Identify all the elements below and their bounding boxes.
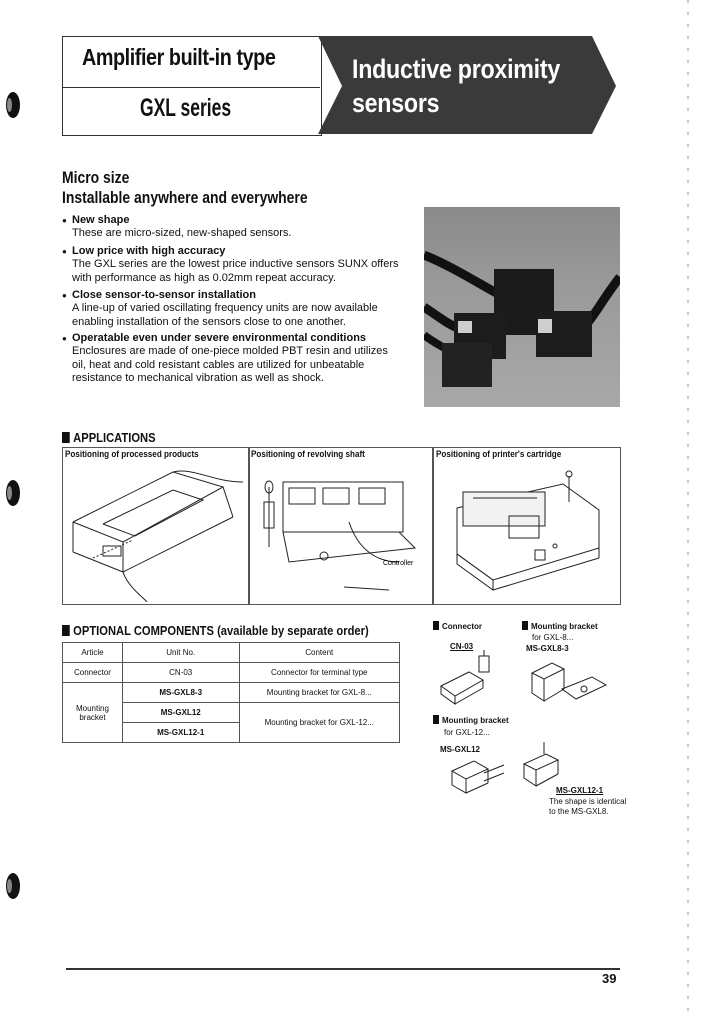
optional-components-table — [62, 642, 400, 743]
bracket8-drawing — [522, 655, 612, 710]
bracket12-drawing — [444, 755, 514, 800]
header-category-line2: sensors — [352, 88, 440, 118]
feature-4-text: Enclosures are made of one-piece molded PBT resin and utilizes oil, heat and cold resistant cables are utilized for unbeatable resistance to mechanical vibration as well as shock. — [72, 345, 388, 385]
feature-3-title: ● Close sensor-to-sensor installation — [62, 289, 402, 302]
feature-2-title: ● Low price with high accuracy — [62, 245, 402, 258]
header-series: GXL series — [140, 94, 232, 122]
side-bracket8-for: for GXL-8... — [532, 633, 574, 642]
application-caption-2: Positioning of revolving shaft — [251, 449, 365, 459]
product-photo — [424, 207, 620, 407]
cell-unit: CN-03 — [122, 663, 239, 683]
feature-4 — [62, 332, 402, 386]
cell-unit: MS-GXL8-3 — [122, 683, 239, 703]
bracket12-1-drawing — [518, 740, 588, 790]
feature-4-title: ● Operatable even under severe environmental conditions — [62, 332, 402, 345]
printer-illustration — [433, 462, 618, 602]
cell-article: Mounting bracket — [63, 683, 123, 743]
header-title: Amplifier built-in type — [82, 44, 276, 70]
side-bracket8-title — [522, 621, 598, 631]
header-category-line1: Inductive proximity — [352, 54, 560, 84]
revolving-shaft-illustration — [249, 462, 431, 602]
binder-hole-bottom — [6, 873, 20, 899]
feature-3 — [62, 289, 402, 329]
feature-2 — [62, 245, 402, 285]
side-bracket12-title — [433, 715, 509, 725]
header-unit: Unit No. — [122, 643, 239, 663]
side-bracket12-part: MS-GXL12 — [440, 745, 481, 754]
side-connector-title — [433, 621, 482, 631]
table-header-row — [63, 643, 400, 663]
side-connector-part: CN-03 — [450, 642, 474, 651]
page-number: 39 — [602, 971, 617, 986]
side-bracket12-title-text: Mounting bracket — [442, 716, 509, 725]
cell-content: Mounting bracket for GXL-12... — [239, 703, 399, 743]
side-bracket12-for: for GXL-12... — [444, 728, 490, 737]
cell-content: Mounting bracket for GXL-8... — [239, 683, 399, 703]
feature-1-title: ● New shape — [62, 214, 402, 227]
applications-heading-text: APPLICATIONS — [73, 430, 156, 445]
applications-heading — [62, 430, 156, 445]
page-edge-marks — [686, 0, 690, 1012]
header-article: Article — [63, 643, 123, 663]
header-content: Content — [239, 643, 399, 663]
side-bracket12-1-part: MS-GXL12-1 — [556, 786, 604, 795]
binder-hole-middle — [6, 480, 20, 506]
header-category — [352, 52, 560, 120]
cell-unit: MS-GXL12 — [122, 703, 239, 723]
connector-drawing — [433, 650, 503, 710]
conveyor-illustration — [63, 462, 247, 602]
footer-rule — [66, 968, 620, 970]
side-connector-title-text: Connector — [442, 622, 482, 631]
side-bracket8-part: MS-GXL8-3 — [526, 644, 569, 653]
cell-content: Connector for terminal type — [239, 663, 399, 683]
shaft-controller-label: Controller — [383, 560, 414, 567]
side-bracket8-title-text: Mounting bracket — [531, 622, 598, 631]
side-note-line1: The shape is identical — [549, 797, 627, 806]
optional-heading — [62, 623, 369, 638]
cell-unit: MS-GXL12-1 — [122, 723, 239, 743]
application-caption-3: Positioning of printer's cartridge — [436, 449, 562, 459]
feature-1 — [62, 214, 402, 241]
intro-heading-2: Installable anywhere and everywhere — [62, 188, 308, 207]
feature-2-text: The GXL series are the lowest price inductive sensors SUNX offers with performance as high as 0.02mm repeat accuracy. — [72, 258, 399, 284]
cell-article: Connector — [63, 663, 123, 683]
table-row — [63, 663, 400, 683]
intro-heading-1: Micro size — [62, 168, 130, 187]
feature-3-text: A line-up of varied oscillating frequency units are now available enabling installation of the sensors close to one another. — [72, 302, 378, 328]
side-note-line2: to the MS-GXL8. — [549, 807, 609, 816]
table-row — [63, 683, 400, 703]
feature-1-text: These are micro-sized, new-shaped sensors. — [72, 227, 292, 240]
optional-heading-text: OPTIONAL COMPONENTS (available by separate order) — [73, 623, 369, 638]
application-caption-1: Positioning of processed products — [65, 449, 199, 459]
